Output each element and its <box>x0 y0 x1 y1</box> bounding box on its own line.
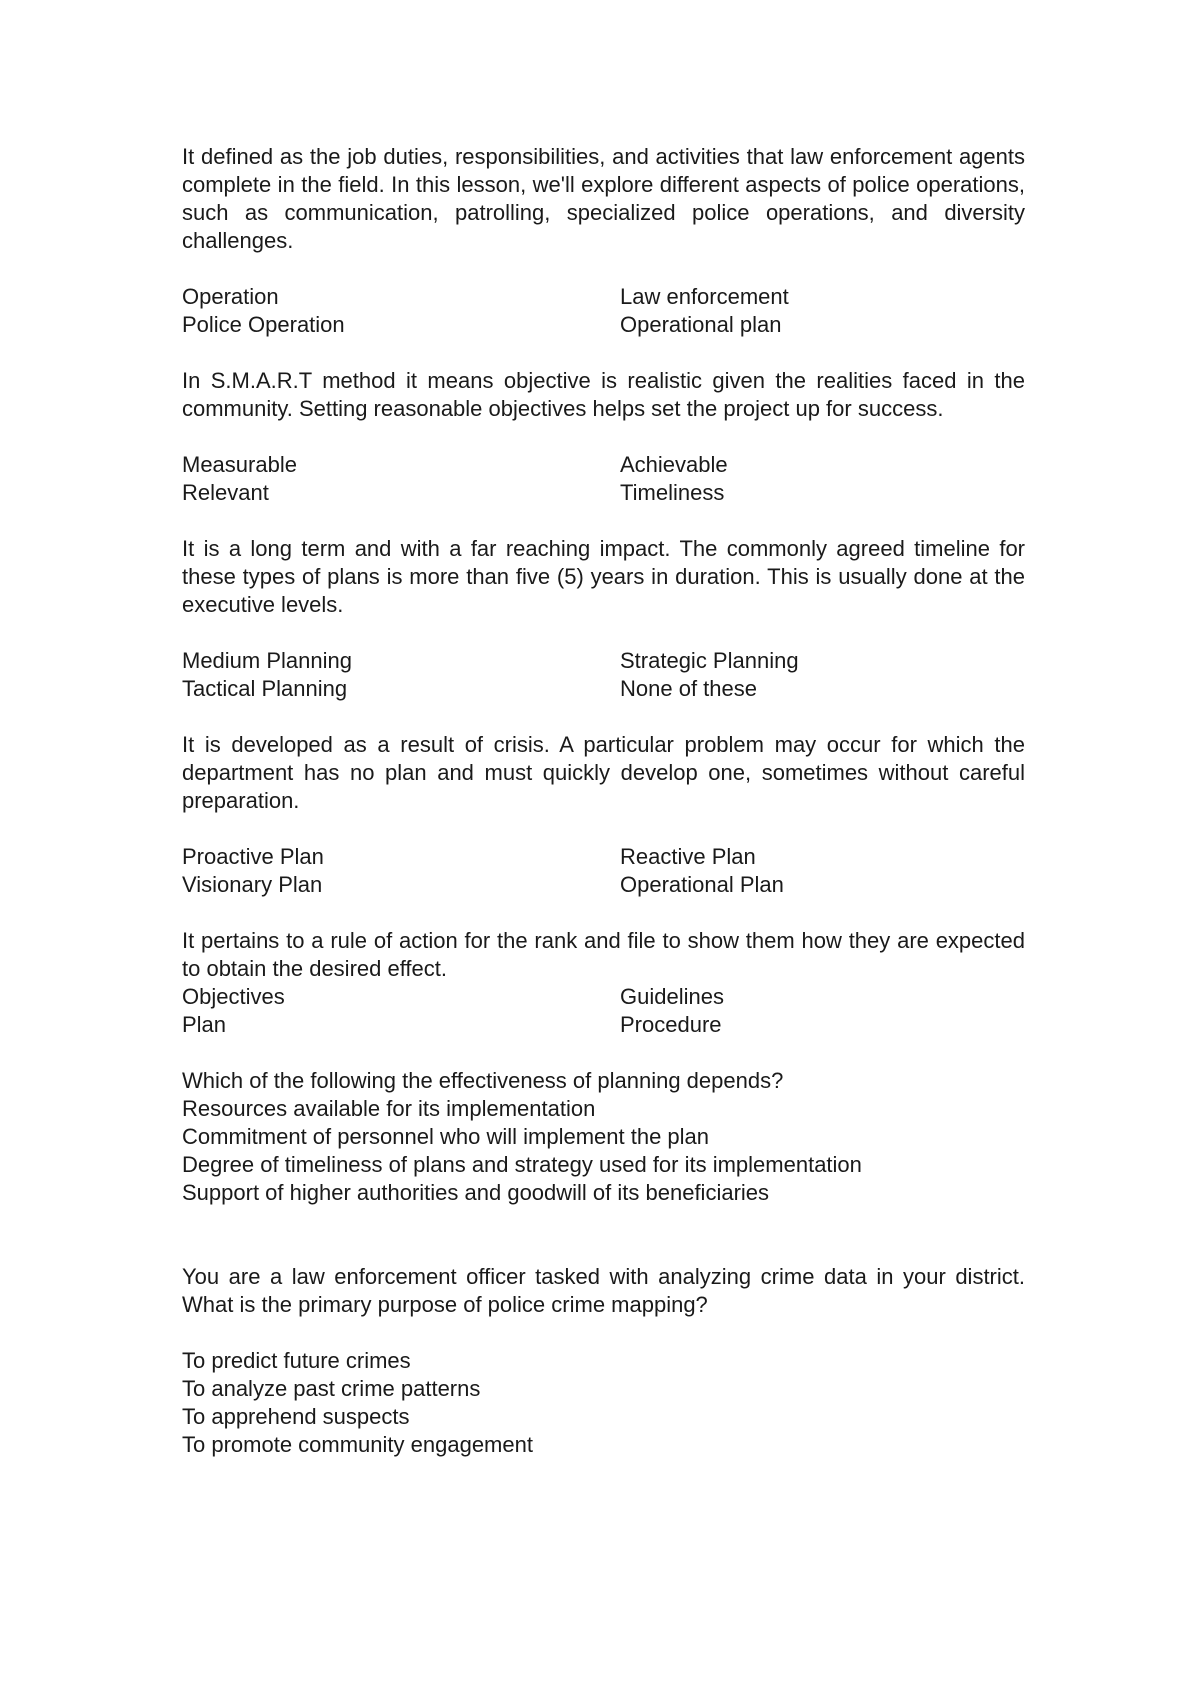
option-operational-plan-2: Operational Plan <box>620 872 784 897</box>
option-apprehend-suspects: To apprehend suspects <box>182 1404 410 1429</box>
question-5-stem: It pertains to a rule of action for the rank and file to show them how they are expected to obtain the desired effect. <box>182 928 1025 981</box>
option-tactical-planning: Tactical Planning <box>182 676 348 701</box>
option-objectives: Objectives <box>182 984 285 1009</box>
option-operational-plan: Operational plan <box>620 312 782 337</box>
question-5-options <box>182 983 1025 1039</box>
option-degree-of-timeliness: Degree of timeliness of plans and strategy used for its implementation <box>182 1152 862 1177</box>
option-law-enforcement: Law enforcement <box>620 284 789 309</box>
question-6-stem: Which of the following the effectiveness of planning depends? <box>182 1068 784 1093</box>
question-2-stem: In S.M.A.R.T method it means objective is realistic given the realities faced in the community. Setting reasonable objectives helps set the project up for success. <box>182 368 1025 421</box>
option-support-of-higher-authorities: Support of higher authorities and goodwill of its beneficiaries <box>182 1180 770 1205</box>
option-none-of-these: None of these <box>620 676 757 701</box>
option-achievable: Achievable <box>620 452 728 477</box>
question-7-options <box>182 1347 1025 1459</box>
option-medium-planning: Medium Planning <box>182 648 352 673</box>
question-1-stem: It defined as the job duties, responsibilities, and activities that law enforcement agents complete in the field. In this lesson, we'll explore different aspects of police operations, such as communication, patrolling, specialized police operations, and diversity challenges. <box>182 144 1025 253</box>
question-3-stem: It is a long term and with a far reaching impact. The commonly agreed timeline for these types of plans is more than five (5) years in duration. This is usually done at the executive levels. <box>182 536 1025 617</box>
option-relevant: Relevant <box>182 480 269 505</box>
question-3-options <box>182 647 1025 703</box>
option-police-operation: Police Operation <box>182 312 345 337</box>
option-procedure: Procedure <box>620 1012 722 1037</box>
question-4-options <box>182 843 1025 899</box>
question-1-options <box>182 283 1025 339</box>
option-resources-available: Resources available for its implementation <box>182 1096 596 1121</box>
question-7-stem: You are a law enforcement officer tasked with analyzing crime data in your district. What is the primary purpose of police crime mapping? <box>182 1264 1025 1317</box>
option-strategic-planning: Strategic Planning <box>620 648 799 673</box>
question-6-block <box>182 1067 1025 1207</box>
option-predict-future-crimes: To predict future crimes <box>182 1348 411 1373</box>
option-promote-community-engagement: To promote community engagement <box>182 1432 533 1457</box>
question-2-options <box>182 451 1025 507</box>
option-measurable: Measurable <box>182 452 297 477</box>
option-plan: Plan <box>182 1012 227 1037</box>
blank-line <box>182 1235 1025 1263</box>
option-timeliness: Timeliness <box>620 480 725 505</box>
question-4-stem: It is developed as a result of crisis. A particular problem may occur for which the department has no plan and must quickly develop one, sometimes without careful preparation. <box>182 732 1025 813</box>
option-operation: Operation <box>182 284 279 309</box>
option-proactive-plan: Proactive Plan <box>182 844 324 869</box>
option-visionary-plan: Visionary Plan <box>182 872 323 897</box>
option-commitment-of-personnel: Commitment of personnel who will implement the plan <box>182 1124 710 1149</box>
option-analyze-past-crime-patterns: To analyze past crime patterns <box>182 1376 481 1401</box>
option-guidelines: Guidelines <box>620 984 724 1009</box>
document-page <box>182 143 1025 1487</box>
option-reactive-plan: Reactive Plan <box>620 844 756 869</box>
